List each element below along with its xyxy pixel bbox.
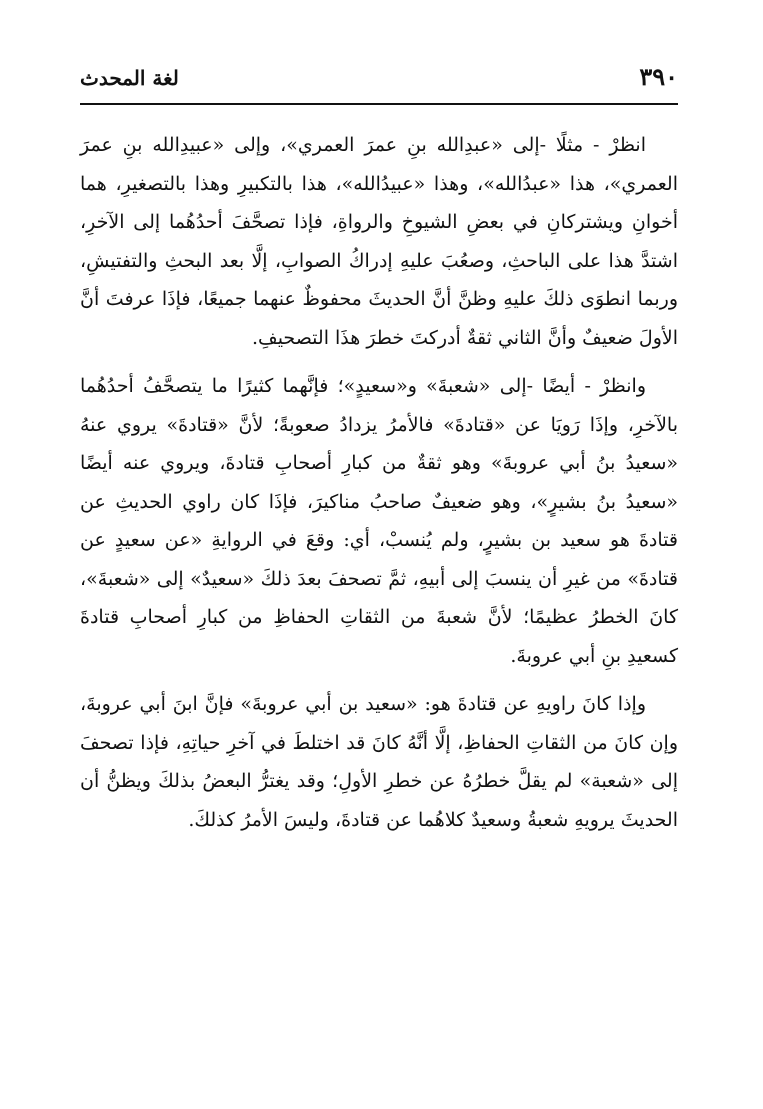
running-title: لغة المحدث	[80, 66, 179, 90]
paragraph-1: انظرْ - مثلًا -إلى «عبدِالله بنِ عمرَ العمري»، وإلى «عبيدِالله بنِ عمرَ العمري»، هذا «عبدُالله»، وهذا «عبيدُالله»، هذا بالتكبيرِ وهذا بالتصغيرِ، هما أخوانِ ويشتركانِ في بعضِ الشيوخِ والرواةِ، فإذا تصحَّفَ أحدُهُما إلى الآخرِ، اشتدَّ هذا على الباحثِ، وصعُبَ عليهِ إدراكُ الصوابِ، إلَّا بعد البحثِ والتفتيشِ، وربما انطوَى ذلكَ عليهِ وظنَّ أنَّ الحديثَ محفوظٌ عنهما جميعًا، فإذَا عرفتَ أنَّ الأولَ ضعيفٌ وأنَّ الثاني ثقةٌ أدركتَ خطرَ هذَا التصحيفِ.	[80, 134, 678, 349]
paragraph-2: وانظرْ - أيضًا -إلى «شعبةَ» و«سعيدٍ»؛ فإنَّهما كثيرًا ما يتصحَّفُ أحدُهُما بالآخرِ، وإذَا رَويَا عن «قتادةَ» فالأمرُ يزدادُ صعوبةً؛ لأنَّ «قتادةَ» يروي عنهُ «سعيدُ بنُ أبي عروبةَ» وهو ثقةٌ من كبارِ أصحابِ قتادةَ، ويروي عنه أيضًا «سعيدُ بنُ بشيرٍ»، وهو ضعيفٌ صاحبُ مناكيرَ، فإذَا كان راوي الحديثِ عن قتادةَ هو سعيد بن بشيرٍ، ولم يُنسبْ، أي: وقعَ في الروايةِ «عن سعيدٍ عن قتادةَ» من غيرِ أن ينسبَ إلى أبيهِ، ثمَّ تصحفَ بعدَ ذلكَ «سعيدٌ» إلى «شعبةَ»، كانَ الخطرُ عظيمًا؛ لأنَّ شعبةَ من الثقاتِ الحفاظِ من كبارِ أصحابِ قتادةَ كسعيدِ بنِ أبي عروبةَ.	[80, 375, 678, 667]
page-header	[80, 58, 678, 98]
paragraph-3: وإذا كانَ راويهِ عن قتادةَ هو: «سعيد بن أبي عروبةَ» فإنَّ ابنَ أبي عروبةَ، وإن كانَ من الثقاتِ الحفاظِ، إلَّا أنَّهُ كانَ قد اختلطَ في آخرِ حياتِهِ، فإذا تصحفَ إلى «شعبة» لم يقلَّ خطرُهُ عن خطرِ الأولِ؛ وقد يغترُّ البعضُ بذلكَ ويظنُّ أن الحديثَ يرويهِ شعبةُ وسعيدٌ كلاهُما عن قتادةَ، وليسَ الأمرُ كذلكَ.	[80, 693, 678, 831]
header-rule	[80, 103, 678, 105]
page-number: ٣٩٠	[639, 62, 678, 91]
body-text	[80, 126, 678, 839]
